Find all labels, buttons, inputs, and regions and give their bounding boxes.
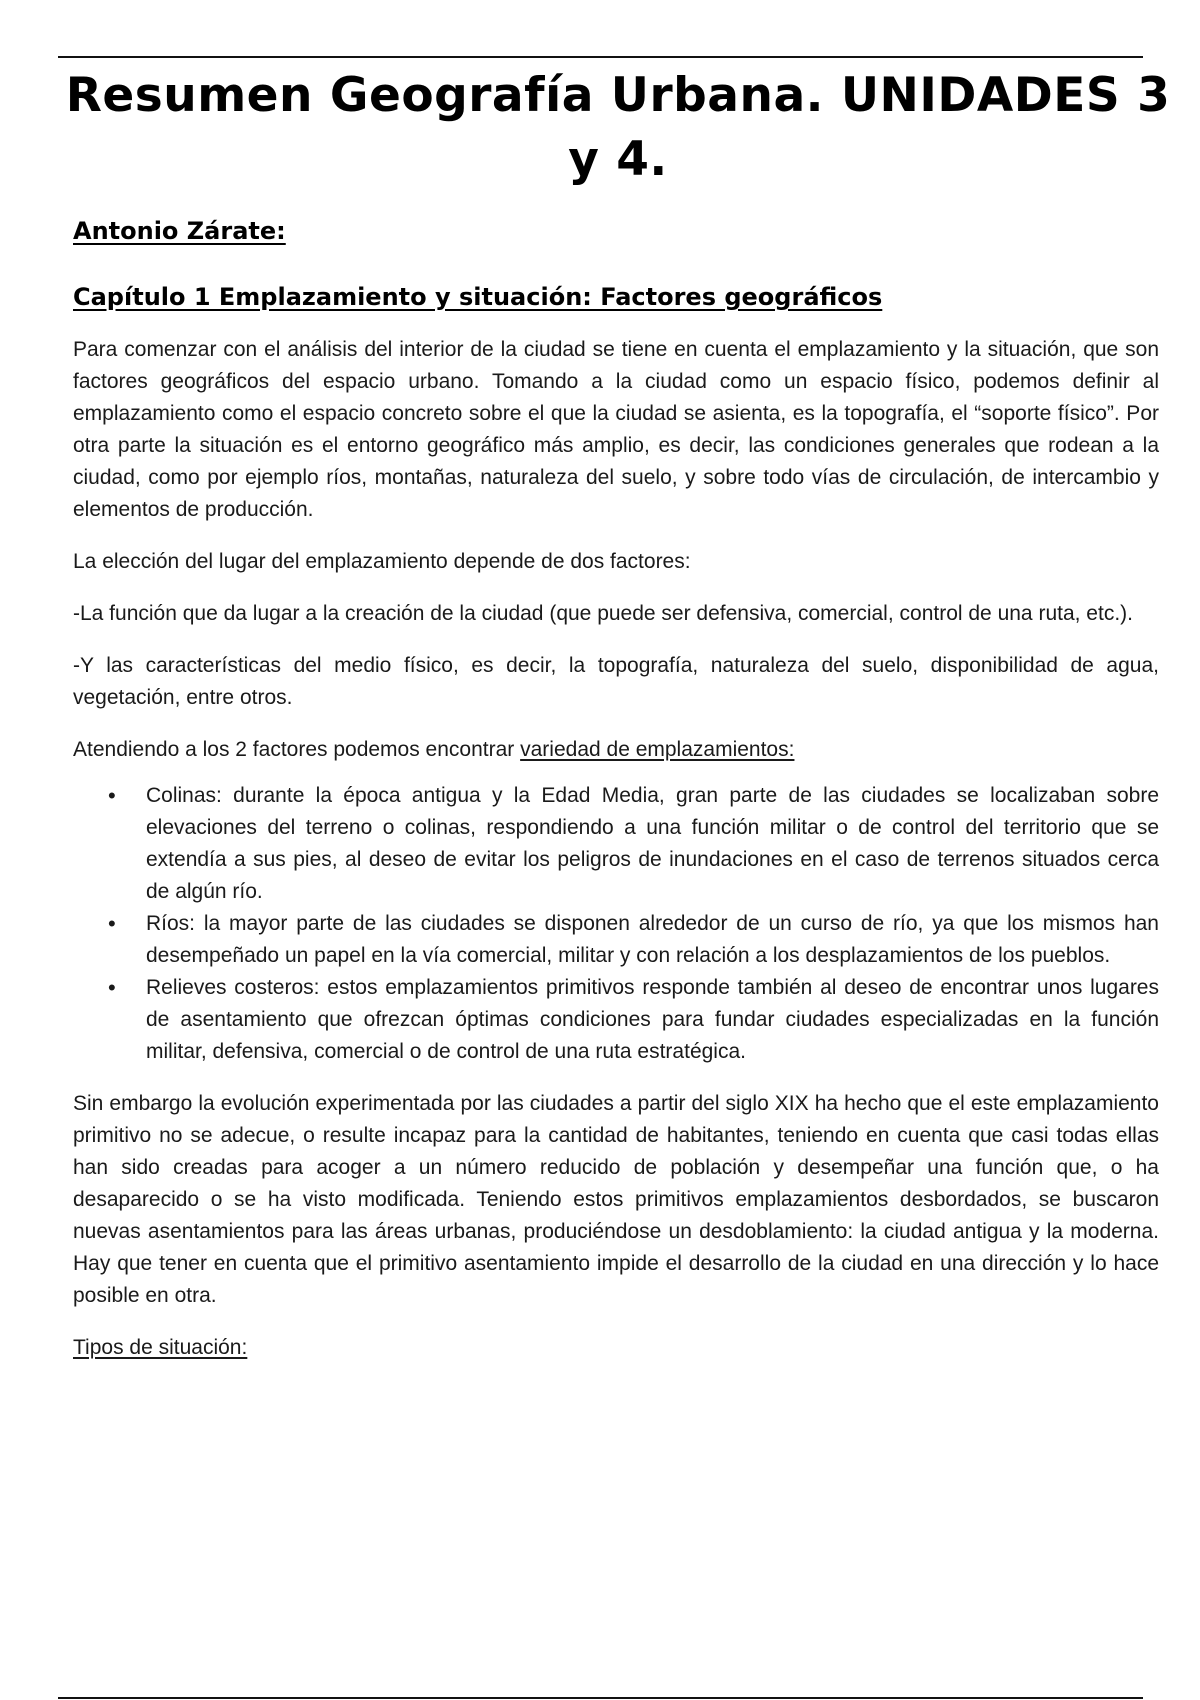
bottom-rule xyxy=(58,1697,1143,1699)
chapter-heading: Capítulo 1 Emplazamiento y situación: Factores geográficos xyxy=(73,283,883,311)
bullet-icon: • xyxy=(108,975,116,1000)
bullet-icon: • xyxy=(108,911,116,936)
atendiendo-paragraph xyxy=(73,734,1159,766)
document-title: Resumen Geografía Urbana. UNIDADES 3 y 4. xyxy=(65,68,1171,187)
list-item-text: Relieves costeros: estos emplazamientos primitivos responde también al deseo de encontrar unos lugares de asentamiento que ofrezcan óptimas condiciones para fundar ciudades especializadas en la función militar, defensiva, comercial o de control de una ruta estratégica. xyxy=(146,976,1159,1063)
intro-paragraph: Para comenzar con el análisis del interior de la ciudad se tiene en cuenta el emplazamiento y la situación, que son factores geográficos del espacio urbano. Tomando a la ciudad como un espacio físico, podemos definir al emplazamiento como el espacio concreto sobre el que la ciudad se asienta, es la topografía, el “soporte físico”. Por otra parte la situación es el entorno geográfico más amplio, es decir, las condiciones generales que rodean a la ciudad, como por ejemplo ríos, montañas, naturaleza del suelo, y sobre todo vías de circulación, de intercambio y elementos de producción. xyxy=(73,338,1159,521)
factor-funcion-paragraph: -La función que da lugar a la creación de la ciudad (que puede ser defensiva, comercial, control de una ruta, etc.). xyxy=(73,602,1133,625)
emplazamientos-list xyxy=(73,780,1159,1068)
list-item-text: Ríos: la mayor parte de las ciudades se disponen alrededor de un curso de río, ya que los mismos han desempeñado un papel en la vía comercial, militar y con relación a los desplazamientos de los pueblos. xyxy=(146,912,1159,967)
bullet-icon: • xyxy=(108,783,116,808)
eleccion-paragraph: La elección del lugar del emplazamiento depende de dos factores: xyxy=(73,550,691,573)
tipos-situacion-label: Tipos de situación: xyxy=(73,1336,248,1359)
list-item-colinas xyxy=(73,780,1159,908)
atendiendo-text: Atendiendo a los 2 factores podemos encontrar xyxy=(73,738,521,761)
tipos-situacion-heading xyxy=(73,1332,1159,1364)
top-rule xyxy=(58,56,1143,58)
document-page xyxy=(65,64,1171,1364)
factor-medio-paragraph: -Y las características del medio físico, es decir, la topografía, naturaleza del suelo, disponibilidad de agua, vegetación, entre otros. xyxy=(73,654,1159,709)
author-heading: Antonio Zárate: xyxy=(73,217,286,245)
list-item-rios xyxy=(73,908,1159,972)
evolucion-paragraph: Sin embargo la evolución experimentada por las ciudades a partir del siglo XIX ha hecho que el este emplazamiento primitivo no se adecue, o resulte incapaz para la cantidad de habitantes, teniendo en cuenta que casi todas ellas han sido creadas para acoger a un número reducido de población y desempeñar una función que, o ha desaparecido o se ha visto modificada. Teniendo estos primitivos emplazamientos desbordados, se buscaron nuevas asentamientos para las áreas urbanas, produciéndose un desdoblamiento: la ciudad antigua y la moderna. Hay que tener en cuenta que el primitivo asentamiento impide el desarrollo de la ciudad en una dirección y lo hace posible en otra. xyxy=(73,1092,1159,1307)
list-item-relieves-costeros xyxy=(73,972,1159,1068)
list-item-text: Colinas: durante la época antigua y la Edad Media, gran parte de las ciudades se localizaban sobre elevaciones del terreno o colinas, respondiendo a una función militar o de control del territorio que se extendía a sus pies, al deseo de evitar los peligros de inundaciones en el caso de terrenos situados cerca de algún río. xyxy=(146,784,1159,903)
variedad-emplazamientos-label: variedad de emplazamientos: xyxy=(520,738,795,761)
